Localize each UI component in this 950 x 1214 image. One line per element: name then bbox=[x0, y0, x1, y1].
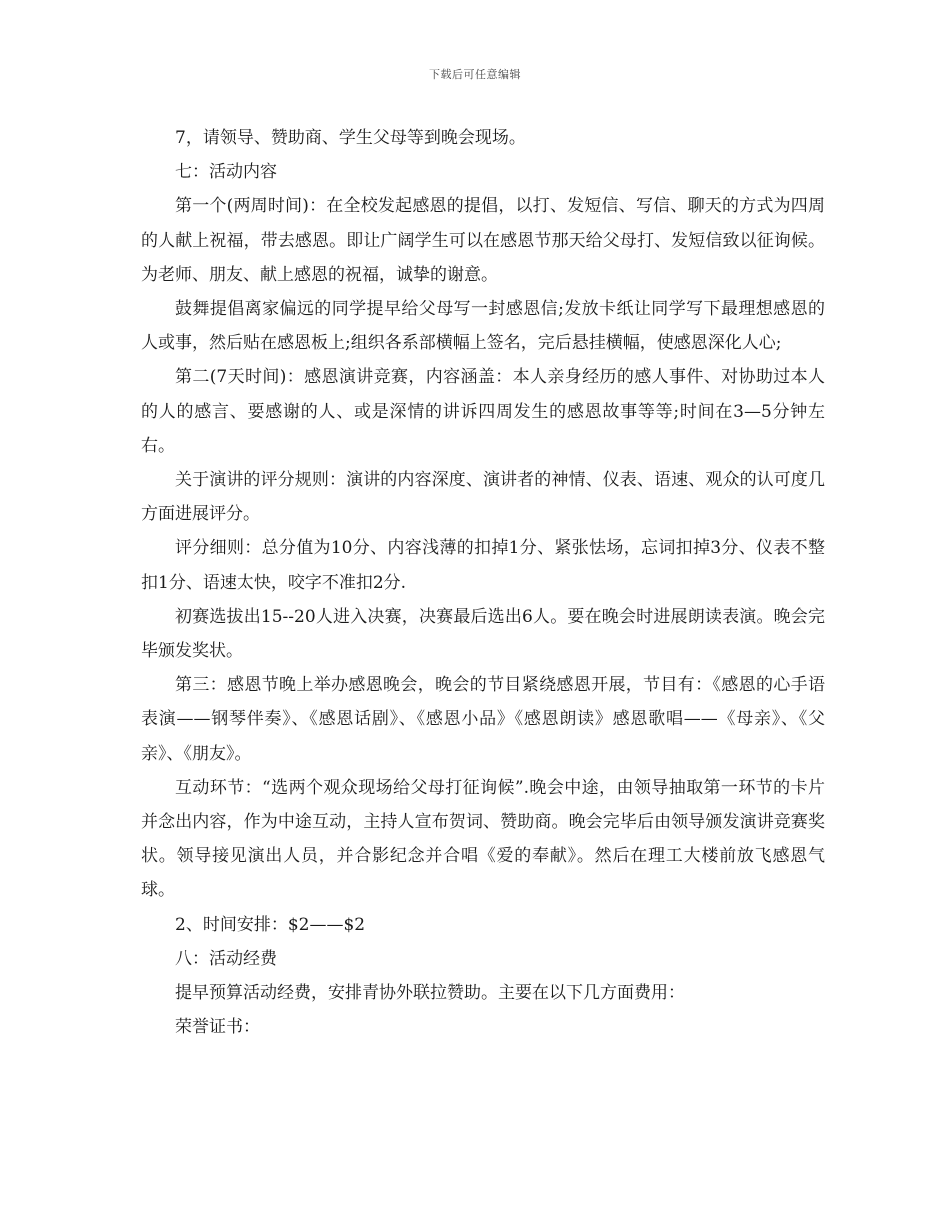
paragraph-certificates: 荣誉证书： bbox=[175, 1017, 260, 1038]
paragraph-schedule: 2、时间安排：$2——$2 bbox=[175, 914, 366, 935]
paragraph-encourage-letters: 鼓舞提倡离家偏远的同学提早给父母写一封感恩信;发放卡纸让同学写下最理想感恩的人或事，然后贴在感恩板上;组织各系部横幅上签名，完后悬挂横幅，使感恩深化人心; bbox=[141, 299, 825, 354]
paragraph-stage-one: 第一个(两周时间)：在全校发起感恩的提倡，以打、发短信、写信、聊天的方式为四周的人献上祝福，带去感恩。即让广阔学生可以在感恩节那天给父母打、发短信致以征询候。为老师、朋友、献上感恩的祝福，诚挚的谢意。 bbox=[141, 196, 825, 285]
paragraph-scoring-details: 评分细则：总分值为10分、内容浅薄的扣掉1分、紧张怯场，忘词扣掉3分、仪表不整扣1分、语速太快，咬字不准扣2分. bbox=[141, 538, 825, 593]
paragraph-guests: 7，请领导、赞助商、学生父母等到晚会现场。 bbox=[175, 128, 526, 148]
paragraph-stage-three: 第三：感恩节晚上举办感恩晚会，晚会的节目紧绕感恩开展，节目有：《感恩的心手语表演——钢琴伴奏》、《感恩话剧》、《感恩小品》《感恩朗读》感恩歌唱——《母亲》、《父亲》、《朋友》。 bbox=[141, 675, 825, 764]
section-heading-activity-content: 七：活动内容 bbox=[175, 162, 277, 183]
paragraph-stage-two: 第二(7天时间)：感恩演讲竞赛，内容涵盖：本人亲身经历的感人事件、对协助过本人的人的感言、要感谢的人、或是深情的讲诉四周发生的感恩故事等等;时间在3—5分钟左右。 bbox=[141, 367, 825, 456]
section-heading-activity-budget: 八：活动经费 bbox=[175, 948, 277, 969]
page-header: 下载后可任意编辑 bbox=[429, 68, 521, 81]
paragraph-scoring-rules: 关于演讲的评分规则：演讲的内容深度、演讲者的神情、仪表、语速、观众的认可度几方面进展评分。 bbox=[141, 470, 825, 525]
paragraph-budget: 提早预算活动经费，安排青协外联拉赞助。主要在以下几方面费用： bbox=[175, 983, 685, 1004]
paragraph-interaction: 互动环节：“选两个观众现场给父母打征询候”.晚会中途，由领导抽取第一环节的卡片并念出内容，作为中途互动，主持人宣布贺词、赞助商。晚会完毕后由领导颁发演讲竞赛奖状。领导接见演出人员，并合影纪念并合唱《爱的奉献》。然后在理工大楼前放飞感恩气球。 bbox=[141, 777, 825, 901]
document-body bbox=[141, 121, 825, 1044]
paragraph-preliminary: 初赛选拔出15--20人进入决赛，决赛最后选出6人。要在晚会时进展朗读表演。晚会完毕颁发奖状。 bbox=[141, 606, 825, 662]
